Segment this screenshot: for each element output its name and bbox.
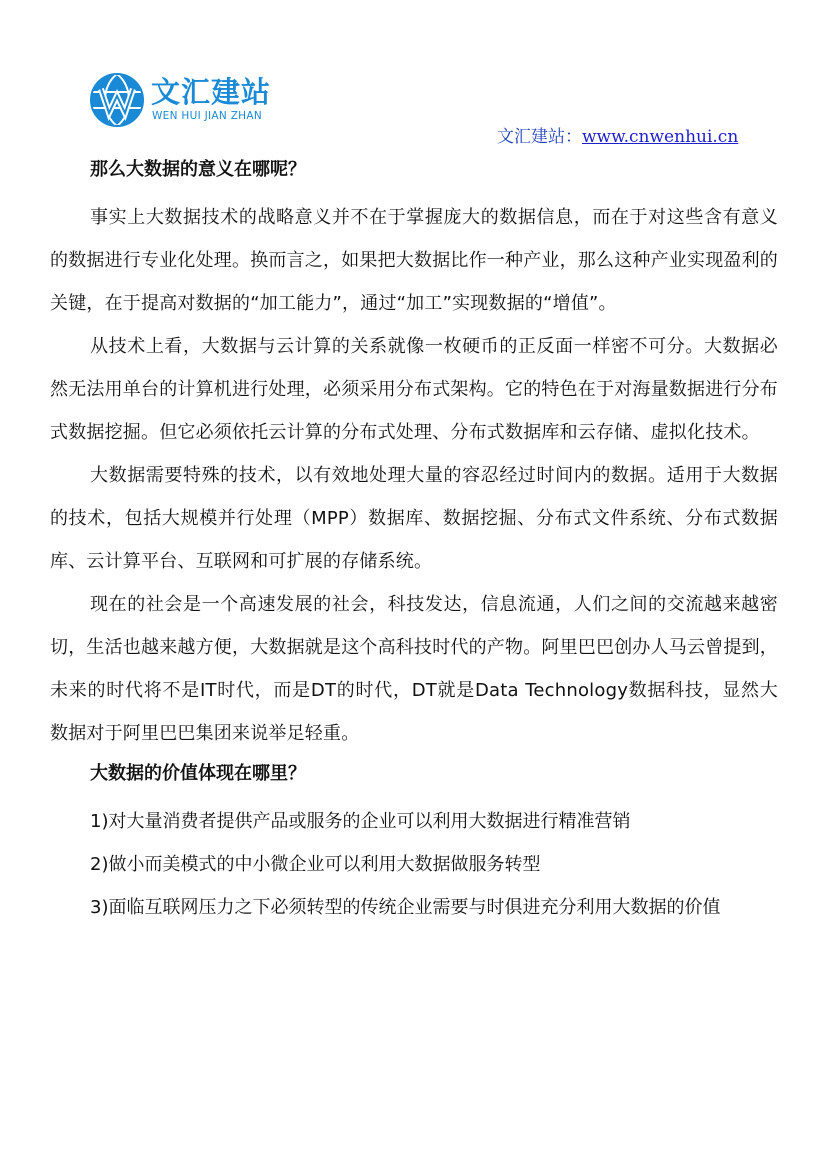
list-item: 2)做小而美模式的中小微企业可以利用大数据做服务转型 — [90, 854, 541, 875]
list-item: 1)对大量消费者提供产品或服务的企业可以利用大数据进行精准营销 — [90, 811, 631, 832]
logo — [89, 72, 289, 132]
logo-chinese-text: 文汇建站 — [151, 75, 272, 109]
site-label: 文汇建站： — [497, 127, 582, 147]
paragraph: 大数据需要特殊的技术，以有效地处理大量的容忍经过时间内的数据。适用于大数据的技术，包括大规模并行处理（MPP）数据库、数据挖掘、分布式文件系统、分布式数据库、云计算平台、互联网和可扩展的存储系统。 — [50, 465, 778, 572]
section-heading-value: 大数据的价值体现在哪里？ — [90, 763, 306, 784]
paragraph: 现在的社会是一个高速发展的社会，科技发达，信息流通，人们之间的交流越来越密切，生活也越来越方便，大数据就是这个高科技时代的产物。阿里巴巴创办人马云曾提到，未来的时代将不是IT时代，而是DT的时代，DT就是Data Technology数据科技，显然大数据对于阿里巴巴集团来说举足轻重。 — [50, 594, 778, 744]
section-heading-meaning: 那么大数据的意义在哪呢？ — [90, 159, 306, 180]
logo-pinyin-text: WEN HUI JIAN ZHAN — [152, 110, 263, 122]
site-url-link[interactable]: www.cnwenhui.cn — [582, 127, 739, 147]
globe-w-logo-icon — [89, 72, 145, 128]
paragraph: 事实上大数据技术的战略意义并不在于掌握庞大的数据信息，而在于对这些含有意义的数据进行专业化处理。换而言之，如果把大数据比作一种产业，那么这种产业实现盈利的关键，在于提高对数据的“加工能力”，通过“加工”实现数据的“增值”。 — [50, 207, 778, 314]
site-reference — [497, 122, 738, 147]
paragraph: 从技术上看，大数据与云计算的关系就像一枚硬币的正反面一样密不可分。大数据必然无法用单台的计算机进行处理，必须采用分布式架构。它的特色在于对海量数据进行分布式数据挖掘。但它必须依托云计算的分布式处理、分布式数据库和云存储、虚拟化技术。 — [50, 336, 778, 443]
list-item: 3)面临互联网压力之下必须转型的传统企业需要与时俱进充分利用大数据的价值 — [90, 897, 721, 918]
article-body — [50, 153, 778, 929]
